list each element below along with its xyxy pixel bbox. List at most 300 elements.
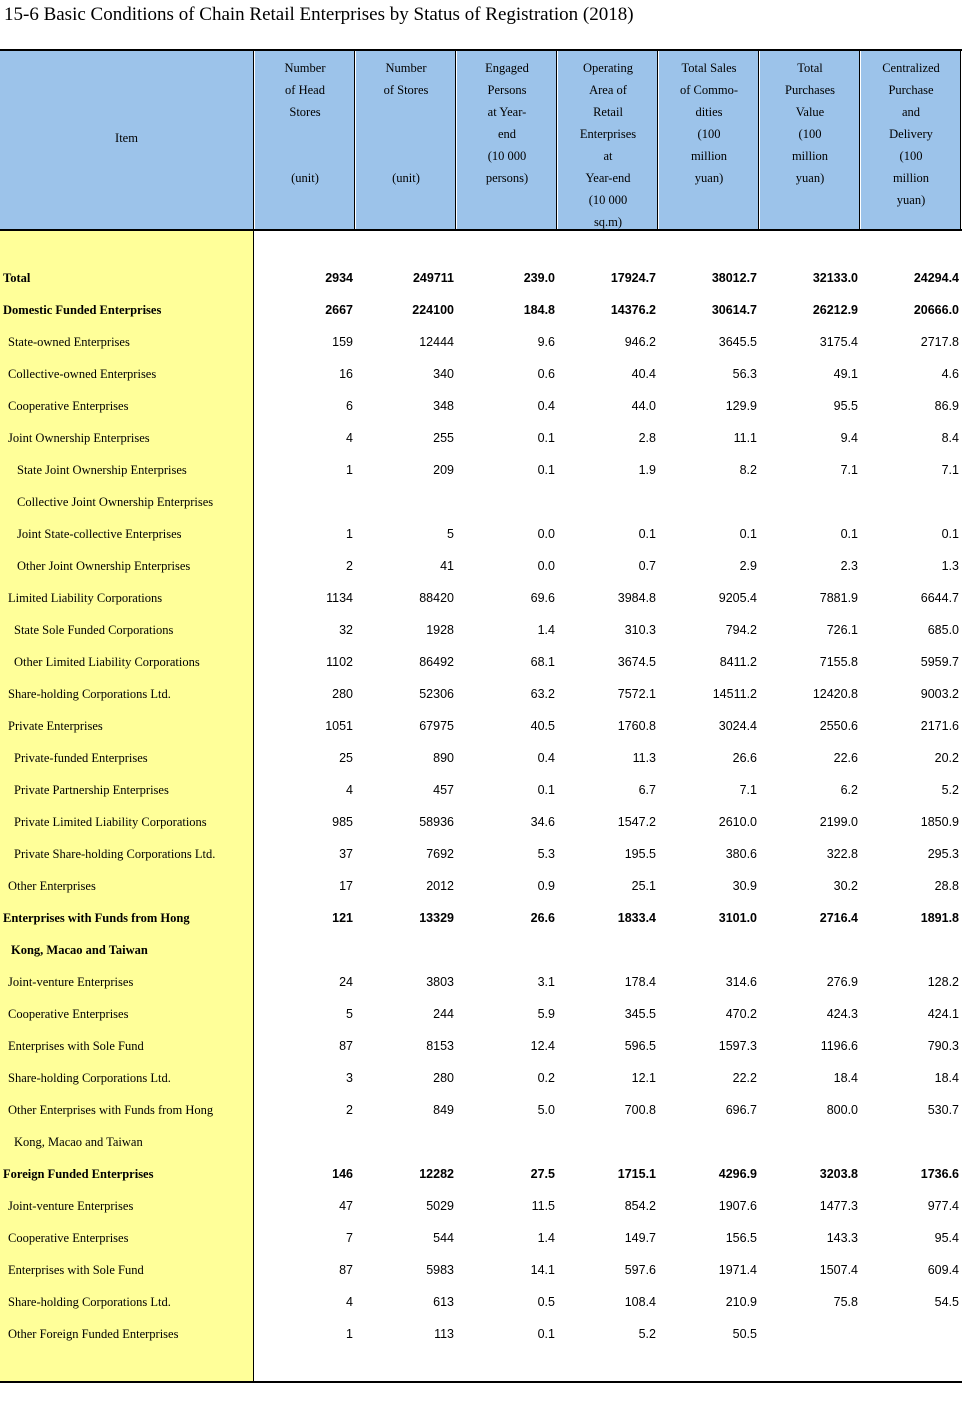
row-value: 6 bbox=[346, 399, 353, 413]
row-value: 3 bbox=[346, 1071, 353, 1085]
row-value: 108.4 bbox=[624, 1295, 656, 1309]
header-column-3 bbox=[457, 51, 557, 229]
row-value: 86492 bbox=[419, 655, 454, 669]
row-value: 34.6 bbox=[530, 815, 555, 829]
row-value: 977.4 bbox=[927, 1199, 959, 1213]
row-value: 13329 bbox=[419, 911, 454, 925]
row-value: 5029 bbox=[426, 1199, 454, 1213]
table-row bbox=[0, 646, 962, 678]
row-value: 26.6 bbox=[530, 911, 555, 925]
row-value: 27.5 bbox=[530, 1167, 555, 1181]
row-value: 2717.8 bbox=[920, 335, 959, 349]
row-value: 0.1 bbox=[638, 527, 656, 541]
header-line: Total Sales bbox=[681, 61, 737, 75]
header-line: Delivery bbox=[889, 127, 933, 141]
table-row bbox=[0, 294, 962, 326]
row-value: 4.6 bbox=[941, 367, 959, 381]
table-row bbox=[0, 1030, 962, 1062]
column-divider bbox=[354, 51, 355, 229]
row-label: Collective Joint Ownership Enterprises bbox=[17, 495, 214, 509]
row-value: 11.5 bbox=[531, 1199, 555, 1213]
row-value: 9205.4 bbox=[718, 591, 757, 605]
row-label: Joint-venture Enterprises bbox=[8, 975, 134, 989]
row-value: 3203.8 bbox=[819, 1167, 858, 1181]
row-value: 1.4 bbox=[537, 1231, 555, 1245]
row-value: 3175.4 bbox=[819, 335, 858, 349]
row-value: 1715.1 bbox=[617, 1167, 656, 1181]
table-row bbox=[0, 486, 962, 518]
row-value: 11.3 bbox=[632, 751, 656, 765]
header-column-label bbox=[356, 57, 456, 189]
row-label: Private Limited Liability Corporations bbox=[14, 815, 207, 829]
table-row bbox=[0, 1062, 962, 1094]
row-label: State Joint Ownership Enterprises bbox=[17, 463, 187, 477]
row-value: 0.6 bbox=[537, 367, 555, 381]
row-value: 0.0 bbox=[537, 527, 555, 541]
row-label: Other Joint Ownership Enterprises bbox=[17, 559, 191, 573]
header-item-label: Item bbox=[115, 131, 138, 145]
row-value: 280 bbox=[332, 687, 353, 701]
row-value: 11.1 bbox=[733, 431, 757, 445]
row-value: 726.1 bbox=[826, 623, 858, 637]
row-value: 0.9 bbox=[537, 879, 555, 893]
row-value: 1 bbox=[346, 527, 353, 541]
row-label: Kong, Macao and Taiwan bbox=[14, 1135, 143, 1149]
row-value: 2.9 bbox=[739, 559, 757, 573]
header-column-label bbox=[457, 57, 557, 189]
header-line: (100 bbox=[697, 127, 721, 141]
row-value: 52306 bbox=[419, 687, 454, 701]
row-value: 5 bbox=[346, 1007, 353, 1021]
row-value: 195.5 bbox=[624, 847, 656, 861]
row-value: 128.2 bbox=[927, 975, 959, 989]
row-value: 2550.6 bbox=[819, 719, 858, 733]
row-value: 8.4 bbox=[941, 431, 959, 445]
header-line: Operating bbox=[583, 61, 633, 75]
header-line bbox=[356, 101, 456, 123]
header-line: Engaged bbox=[485, 61, 529, 75]
header-line: persons) bbox=[485, 171, 529, 185]
header-line: Persons bbox=[487, 83, 527, 97]
row-value: 178.4 bbox=[624, 975, 656, 989]
row-value: 38012.7 bbox=[711, 271, 757, 285]
row-value: 0.7 bbox=[638, 559, 656, 573]
row-value: 3024.4 bbox=[718, 719, 757, 733]
row-value: 9.4 bbox=[840, 431, 858, 445]
row-label: Enterprises with Funds from Hong bbox=[3, 911, 190, 925]
row-value: 3101.0 bbox=[718, 911, 757, 925]
row-value: 0.4 bbox=[537, 399, 555, 413]
row-label: Other Enterprises bbox=[8, 879, 96, 893]
row-value: 143.3 bbox=[826, 1231, 858, 1245]
row-value: 5983 bbox=[426, 1263, 454, 1277]
row-value: 249711 bbox=[412, 271, 454, 285]
row-value: 88420 bbox=[419, 591, 454, 605]
table-row bbox=[0, 902, 962, 934]
row-value: 1736.6 bbox=[920, 1167, 959, 1181]
header-line: million bbox=[690, 149, 728, 163]
row-value: 3803 bbox=[426, 975, 454, 989]
table-row bbox=[0, 838, 962, 870]
row-label: Share-holding Corporations Ltd. bbox=[8, 1295, 171, 1309]
table-row bbox=[0, 1190, 962, 1222]
row-value: 1760.8 bbox=[617, 719, 656, 733]
bottom-rule bbox=[0, 1381, 962, 1383]
row-value: 0.1 bbox=[537, 1327, 555, 1341]
row-value: 20666.0 bbox=[913, 303, 959, 317]
column-divider bbox=[556, 51, 557, 229]
row-value: 113 bbox=[434, 1327, 454, 1341]
row-value: 49.1 bbox=[833, 367, 858, 381]
table-row bbox=[0, 806, 962, 838]
row-value: 22.6 bbox=[833, 751, 858, 765]
table-row bbox=[0, 454, 962, 486]
row-value: 50.5 bbox=[732, 1327, 757, 1341]
row-value: 7 bbox=[346, 1231, 353, 1245]
row-value: 12.1 bbox=[631, 1071, 656, 1085]
row-value: 424.1 bbox=[927, 1007, 959, 1021]
header-line: of Commo- bbox=[680, 83, 738, 97]
row-value: 20.2 bbox=[934, 751, 959, 765]
row-value: 790.3 bbox=[927, 1039, 959, 1053]
row-label: Limited Liability Corporations bbox=[8, 591, 163, 605]
header-line: Year-end bbox=[585, 171, 631, 185]
row-value: 44.0 bbox=[631, 399, 656, 413]
row-value: 75.8 bbox=[833, 1295, 858, 1309]
header-line bbox=[255, 123, 355, 145]
row-value: 25 bbox=[339, 751, 353, 765]
row-value: 380.6 bbox=[725, 847, 757, 861]
row-value: 1507.4 bbox=[819, 1263, 858, 1277]
table-row bbox=[0, 742, 962, 774]
row-value: 18.4 bbox=[833, 1071, 858, 1085]
header-column-label bbox=[255, 57, 355, 189]
row-value: 7155.8 bbox=[819, 655, 858, 669]
row-value: 0.1 bbox=[537, 463, 555, 477]
row-value: 149.7 bbox=[624, 1231, 656, 1245]
row-value: 280 bbox=[433, 1071, 454, 1085]
header-column-6 bbox=[760, 51, 860, 229]
row-value: 209 bbox=[433, 463, 454, 477]
row-value: 597.6 bbox=[624, 1263, 656, 1277]
table-row bbox=[0, 1318, 962, 1350]
row-value: 2934 bbox=[325, 271, 353, 285]
table-row bbox=[0, 934, 962, 966]
row-label: Share-holding Corporations Ltd. bbox=[8, 1071, 171, 1085]
row-label: Cooperative Enterprises bbox=[8, 1231, 129, 1245]
table-row bbox=[0, 518, 962, 550]
row-value: 14376.2 bbox=[610, 303, 656, 317]
row-label: Joint State-collective Enterprises bbox=[17, 527, 182, 541]
row-value: 1850.9 bbox=[920, 815, 959, 829]
header-line: (100 bbox=[899, 149, 923, 163]
table-row bbox=[0, 998, 962, 1030]
row-value: 0.0 bbox=[537, 559, 555, 573]
row-value: 946.2 bbox=[624, 335, 656, 349]
row-value: 849 bbox=[433, 1103, 454, 1117]
header-line: at bbox=[603, 149, 613, 163]
header-line: (unit) bbox=[291, 171, 319, 185]
row-value: 68.1 bbox=[530, 655, 555, 669]
header-line: (unit) bbox=[392, 171, 420, 185]
column-divider bbox=[455, 51, 456, 229]
row-value: 224100 bbox=[412, 303, 454, 317]
row-value: 32133.0 bbox=[812, 271, 858, 285]
row-value: 2 bbox=[346, 559, 353, 573]
row-value: 800.0 bbox=[826, 1103, 858, 1117]
row-value: 696.7 bbox=[725, 1103, 757, 1117]
header-line: Retail bbox=[593, 105, 623, 119]
row-value: 345.5 bbox=[624, 1007, 656, 1021]
row-value: 30614.7 bbox=[711, 303, 757, 317]
column-divider bbox=[758, 51, 759, 229]
row-value: 457 bbox=[433, 783, 454, 797]
row-label: Private-funded Enterprises bbox=[14, 751, 148, 765]
row-value: 5.2 bbox=[638, 1327, 656, 1341]
header-line: (10 000 bbox=[487, 149, 527, 163]
table-row bbox=[0, 870, 962, 902]
row-value: 596.5 bbox=[624, 1039, 656, 1053]
row-label: Enterprises with Sole Fund bbox=[8, 1263, 144, 1277]
row-value: 63.2 bbox=[530, 687, 555, 701]
row-label: Total bbox=[3, 271, 31, 285]
row-value: 210.9 bbox=[725, 1295, 757, 1309]
row-value: 5 bbox=[447, 527, 454, 541]
row-value: 854.2 bbox=[624, 1199, 656, 1213]
row-value: 794.2 bbox=[725, 623, 757, 637]
row-value: 0.1 bbox=[537, 431, 555, 445]
row-value: 1547.2 bbox=[617, 815, 656, 829]
table-row bbox=[0, 1254, 962, 1286]
header-line: Area of bbox=[589, 83, 627, 97]
row-value: 7.1 bbox=[739, 783, 757, 797]
row-label: Domestic Funded Enterprises bbox=[3, 303, 162, 317]
header-line: Total bbox=[797, 61, 823, 75]
row-value: 0.1 bbox=[537, 783, 555, 797]
row-value: 0.4 bbox=[537, 751, 555, 765]
row-value: 37 bbox=[339, 847, 353, 861]
header-line: Centralized bbox=[882, 61, 940, 75]
row-value: 470.2 bbox=[725, 1007, 757, 1021]
row-value: 340 bbox=[433, 367, 454, 381]
row-value: 314.6 bbox=[725, 975, 757, 989]
table-row bbox=[0, 582, 962, 614]
table-row bbox=[0, 326, 962, 358]
row-label: Private Partnership Enterprises bbox=[14, 783, 169, 797]
row-value: 14511.2 bbox=[712, 687, 757, 701]
row-label: Other Foreign Funded Enterprises bbox=[8, 1327, 179, 1341]
row-value: 8.2 bbox=[739, 463, 757, 477]
row-value: 87 bbox=[339, 1263, 353, 1277]
row-value: 8153 bbox=[426, 1039, 454, 1053]
row-value: 4296.9 bbox=[718, 1167, 757, 1181]
column-divider bbox=[859, 51, 860, 229]
row-value: 5959.7 bbox=[920, 655, 959, 669]
row-value: 26.6 bbox=[732, 751, 757, 765]
table-row bbox=[0, 422, 962, 454]
row-label: Foreign Funded Enterprises bbox=[3, 1167, 154, 1181]
header-line: Purchases bbox=[785, 83, 835, 97]
header-column-4 bbox=[558, 51, 658, 229]
row-value: 4 bbox=[346, 1295, 353, 1309]
header-line: of Stores bbox=[383, 83, 429, 97]
row-value: 1.3 bbox=[941, 559, 959, 573]
table-row bbox=[0, 614, 962, 646]
row-value: 146 bbox=[332, 1167, 353, 1181]
row-value: 1196.6 bbox=[820, 1039, 858, 1053]
header-line: million bbox=[892, 171, 930, 185]
row-value: 16 bbox=[339, 367, 353, 381]
row-value: 239.0 bbox=[523, 271, 555, 285]
row-value: 985 bbox=[332, 815, 353, 829]
table-row bbox=[0, 550, 962, 582]
table-row bbox=[0, 1222, 962, 1254]
header-line bbox=[356, 145, 456, 167]
table-row bbox=[0, 1286, 962, 1318]
row-value: 310.3 bbox=[624, 623, 656, 637]
row-value: 322.8 bbox=[826, 847, 858, 861]
row-value: 12282 bbox=[419, 1167, 454, 1181]
table-row bbox=[0, 1094, 962, 1126]
row-label: Share-holding Corporations Ltd. bbox=[8, 687, 171, 701]
row-value: 544 bbox=[433, 1231, 454, 1245]
row-value: 1833.4 bbox=[617, 911, 656, 925]
table-row bbox=[0, 358, 962, 390]
header-column-label bbox=[659, 57, 759, 189]
table-row bbox=[0, 262, 962, 294]
row-value: 54.5 bbox=[934, 1295, 959, 1309]
row-value: 58936 bbox=[419, 815, 454, 829]
row-value: 244 bbox=[433, 1007, 454, 1021]
row-value: 12444 bbox=[419, 335, 454, 349]
header-line: Number bbox=[284, 61, 326, 75]
row-value: 121 bbox=[332, 911, 353, 925]
row-value: 2.8 bbox=[638, 431, 656, 445]
row-value: 6.7 bbox=[638, 783, 656, 797]
row-value: 348 bbox=[433, 399, 454, 413]
row-value: 87 bbox=[339, 1039, 353, 1053]
row-value: 12.4 bbox=[530, 1039, 555, 1053]
row-value: 86.9 bbox=[934, 399, 959, 413]
header-line bbox=[255, 145, 355, 167]
row-value: 30.2 bbox=[833, 879, 858, 893]
row-value: 14.1 bbox=[530, 1263, 555, 1277]
row-label: Private Enterprises bbox=[8, 719, 103, 733]
header-line: yuan) bbox=[795, 171, 825, 185]
row-value: 5.9 bbox=[537, 1007, 555, 1021]
row-value: 1 bbox=[346, 1327, 353, 1341]
row-value: 1.4 bbox=[537, 623, 555, 637]
table-row bbox=[0, 1158, 962, 1190]
row-value: 1102 bbox=[326, 655, 353, 669]
row-value: 1134 bbox=[326, 591, 353, 605]
row-value: 25.1 bbox=[631, 879, 656, 893]
header-line: yuan) bbox=[694, 171, 724, 185]
row-value: 3.1 bbox=[537, 975, 555, 989]
header-line: million bbox=[791, 149, 829, 163]
row-value: 2 bbox=[346, 1103, 353, 1117]
row-value: 2716.4 bbox=[819, 911, 858, 925]
header-line: and bbox=[901, 105, 921, 119]
row-value: 95.4 bbox=[934, 1231, 959, 1245]
row-value: 17924.7 bbox=[610, 271, 656, 285]
row-value: 156.5 bbox=[725, 1231, 757, 1245]
row-value: 609.4 bbox=[927, 1263, 959, 1277]
header-line: sq.m) bbox=[593, 215, 623, 229]
row-value: 2667 bbox=[325, 303, 353, 317]
row-value: 40.5 bbox=[530, 719, 555, 733]
header-column-label bbox=[861, 57, 961, 211]
row-value: 22.2 bbox=[732, 1071, 757, 1085]
header-column-label bbox=[760, 57, 860, 189]
row-value: 56.3 bbox=[732, 367, 757, 381]
header-line: dities bbox=[695, 105, 723, 119]
row-value: 184.8 bbox=[523, 303, 555, 317]
row-label: Cooperative Enterprises bbox=[8, 399, 129, 413]
table-row bbox=[0, 678, 962, 710]
row-value: 1.9 bbox=[638, 463, 656, 477]
row-value: 530.7 bbox=[927, 1103, 959, 1117]
row-label: State-owned Enterprises bbox=[8, 335, 130, 349]
header-line bbox=[356, 123, 456, 145]
row-value: 1051 bbox=[325, 719, 353, 733]
row-value: 2610.0 bbox=[718, 815, 757, 829]
row-value: 685.0 bbox=[927, 623, 959, 637]
row-value: 424.3 bbox=[826, 1007, 858, 1021]
row-value: 2012 bbox=[426, 879, 454, 893]
row-value: 1477.3 bbox=[819, 1199, 858, 1213]
row-value: 2199.0 bbox=[819, 815, 858, 829]
row-value: 1891.8 bbox=[920, 911, 959, 925]
row-label: Enterprises with Sole Fund bbox=[8, 1039, 144, 1053]
row-value: 24 bbox=[339, 975, 353, 989]
row-label: Kong, Macao and Taiwan bbox=[11, 943, 148, 957]
row-value: 7692 bbox=[426, 847, 454, 861]
header-column-5 bbox=[659, 51, 759, 229]
row-value: 890 bbox=[433, 751, 454, 765]
row-value: 7881.9 bbox=[819, 591, 858, 605]
row-label: Collective-owned Enterprises bbox=[8, 367, 157, 381]
row-value: 1 bbox=[346, 463, 353, 477]
row-value: 67975 bbox=[419, 719, 454, 733]
row-value: 0.1 bbox=[739, 527, 757, 541]
table-row bbox=[0, 390, 962, 422]
row-value: 3674.5 bbox=[617, 655, 656, 669]
header-column-1 bbox=[255, 51, 355, 229]
column-divider bbox=[657, 51, 658, 229]
row-value: 17 bbox=[339, 879, 353, 893]
row-value: 9003.2 bbox=[920, 687, 959, 701]
header-line: end bbox=[497, 127, 517, 141]
row-value: 700.8 bbox=[624, 1103, 656, 1117]
header-line: of Head bbox=[285, 83, 325, 97]
row-value: 8411.2 bbox=[719, 655, 757, 669]
row-value: 4 bbox=[346, 783, 353, 797]
row-value: 0.1 bbox=[840, 527, 858, 541]
header-line: at Year- bbox=[487, 105, 527, 119]
row-label: Other Enterprises with Funds from Hong bbox=[8, 1103, 214, 1117]
row-value: 1971.4 bbox=[718, 1263, 757, 1277]
row-value: 295.3 bbox=[927, 847, 959, 861]
row-value: 0.1 bbox=[941, 527, 959, 541]
row-label: Cooperative Enterprises bbox=[8, 1007, 129, 1021]
row-value: 6.2 bbox=[840, 783, 858, 797]
row-value: 159 bbox=[332, 335, 353, 349]
row-value: 2171.6 bbox=[920, 719, 959, 733]
row-value: 5.3 bbox=[537, 847, 555, 861]
row-value: 129.9 bbox=[725, 399, 757, 413]
row-value: 7.1 bbox=[941, 463, 959, 477]
